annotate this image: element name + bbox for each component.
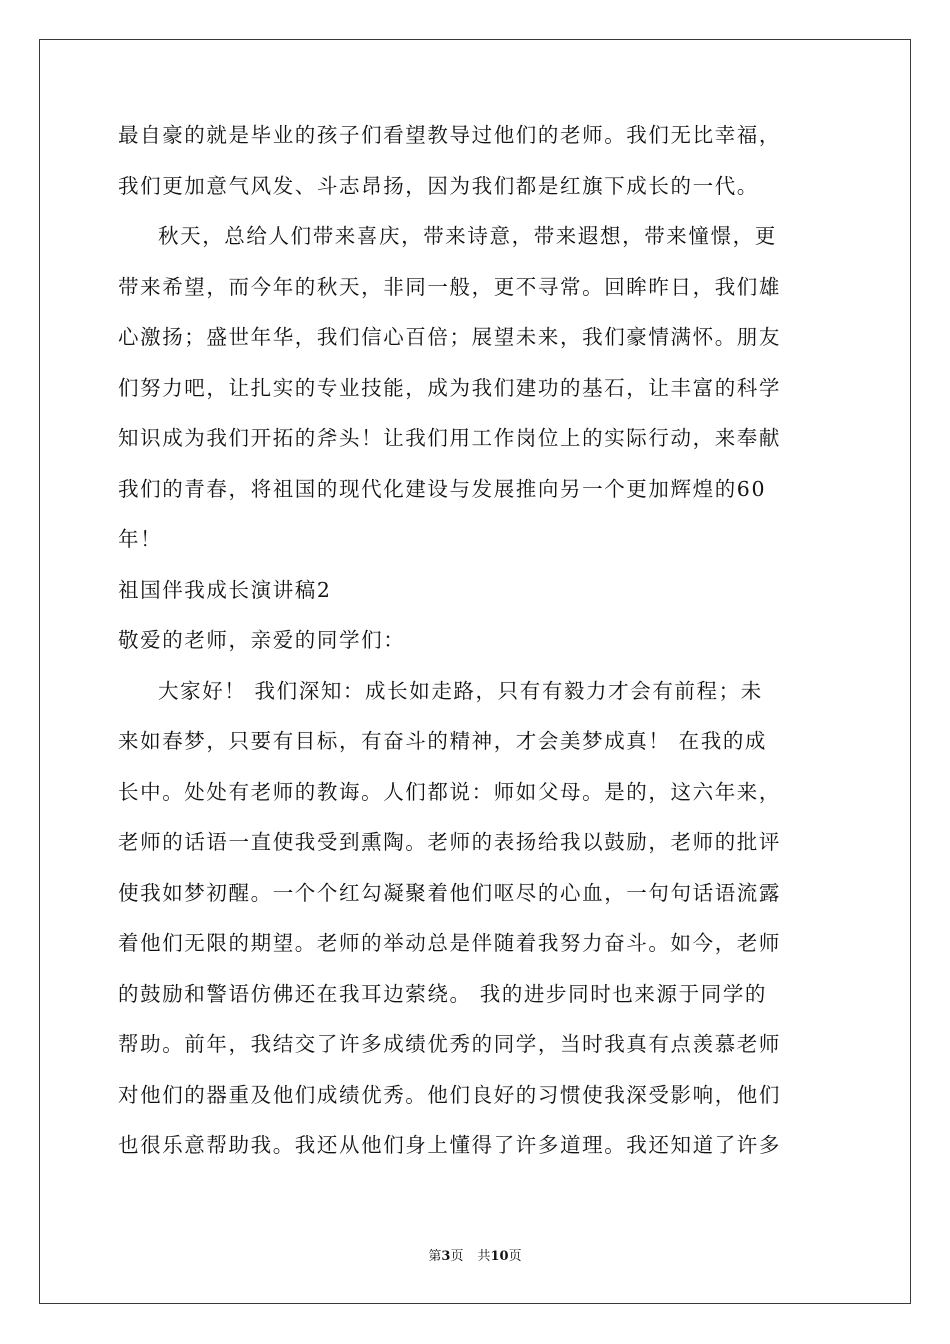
page-number: 3 [441,1249,451,1264]
text-line: 带来希望，而今年的秋天，非同一般，更不寻常。回眸昨日，我们雄 [118,274,781,299]
document-body [118,124,836,1185]
text-line: 老师的话语一直使我受到熏陶。老师的表扬给我以鼓励，老师的批评 [118,830,781,854]
text-line: 长中。处处有老师的教诲。人们都说：师如父母。是的，这六年来， [118,779,781,804]
text-line: 我们更加意气风发、斗志昂扬，因为我们都是红旗下成长的一代。 [118,173,759,198]
text-line: 的鼓励和警语仿佛还在我耳边萦绕。 我的进步同时也来源于同学的 [118,981,768,1006]
text-line: 大家好！ 我们深知：成长如走路，只有有毅力才会有前程；未 [158,678,763,703]
text-line: 我们的青春，将祖国的现代化建设与发展推向另一个更加辉煌的60 [118,476,767,501]
text-line: 秋天，总给人们带来喜庆，带来诗意，带来遐想，带来憧憬，更 [158,224,777,248]
text-line: 知识成为我们开拓的斧头！让我们用工作岗位上的实际行动，来奉献 [118,426,781,450]
text-line: 心激扬；盛世年华，我们信心百倍；展望未来，我们豪情满怀。朋友 [118,325,781,349]
text-line: 着他们无限的期望。老师的举动总是伴随着我努力奋斗。如今，老师 [118,931,781,955]
page-footer [0,1249,950,1265]
text-line: 也很乐意帮助我。我还从他们身上懂得了许多道理。我还知道了许多 [118,1133,781,1157]
text-line: 使我如梦初醒。一个个红勾凝聚着他们呕尽的心血，一句句话语流露 [118,880,781,905]
text-line: 对他们的器重及他们成绩优秀。他们良好的习惯使我深受影响，他们 [118,1082,781,1107]
total-pages-indicator: 共10页 [477,1249,522,1264]
text-line: 们努力吧，让扎实的专业技能，成为我们建功的基石，让丰富的科学 [118,375,781,400]
text-line: 年！ [118,527,163,551]
text-line: 来如春梦，只要有目标，有奋斗的精神，才会美梦成真！ 在我的成 [118,729,768,753]
section-heading: 祖国伴我成长演讲稿2 [118,577,332,602]
text-line: 最自豪的就是毕业的孩子们看望教导过他们的老师。我们无比幸福， [118,123,781,147]
total-pages-number: 10 [490,1249,509,1264]
salutation: 敬爱的老师，亲爱的同学们： [118,628,406,652]
text-line: 帮助。前年，我结交了许多成绩优秀的同学，当时我真有点羡慕老师 [118,1032,781,1056]
page-indicator: 第3页 [428,1249,464,1264]
